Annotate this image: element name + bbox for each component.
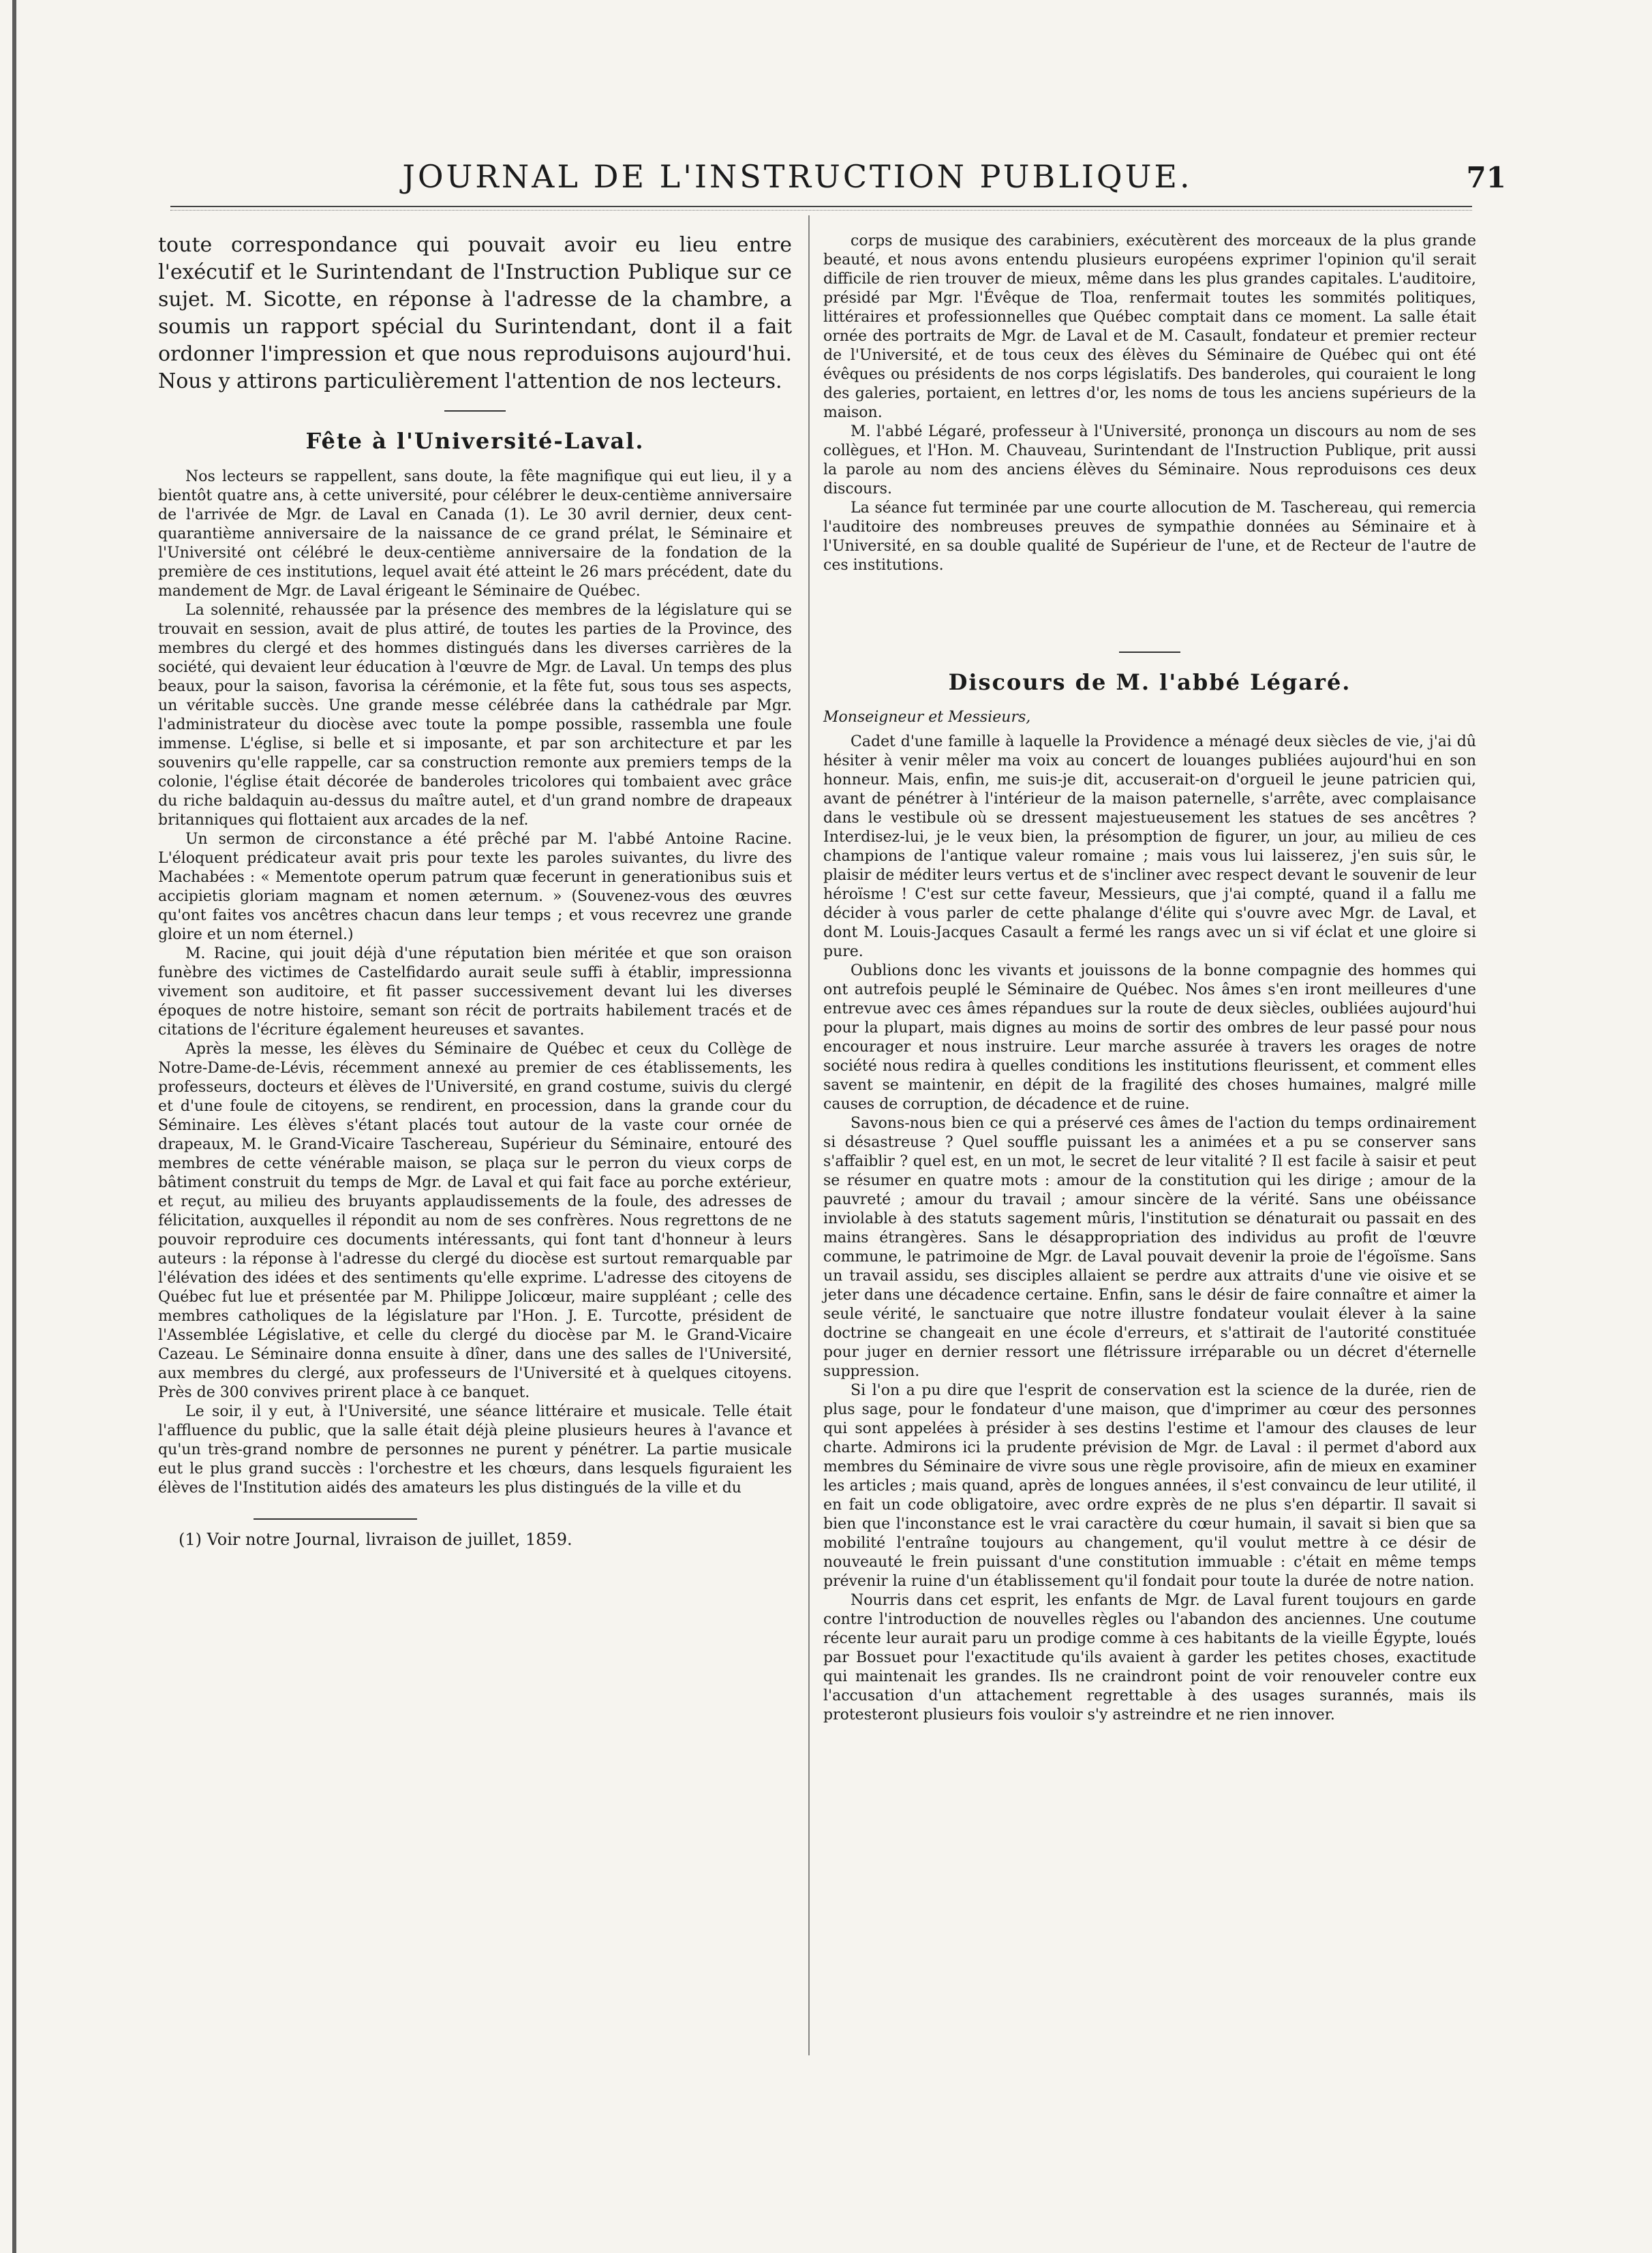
section-rule bbox=[444, 410, 506, 412]
header-rule bbox=[170, 206, 1472, 211]
paragraph: Si l'on a pu dire que l'esprit de conservation est la science de la durée, rien de plus sage, pour le fondateur d'une maison, que d'imprimer au cœur des personnes qui sont appelées à présider à ses destins l'estime et l'amour des clauses de leur charte. Admirons ici la prudente prévision de Mgr. de Laval : il permet d'abord aux membres du Séminaire de vivre sous une règle provisoire, afin de mieux en examiner les articles ; mais quand, après de longues années, il s'est convaincu de leur utilité, il en fait un code obligatoire, avec ordre exprès de ne plus s'en départir. Il savait si bien que l'inconstance est le vrai caractère du cœur humain, il savait si bien que sa mobilité l'entraîne toujours au changement, qu'il voulut mettre à ce désir de nouveauté le frein puissant d'une constitution immuable : c'était en même temps prévenir la ruine d'un établissement qu'il fondait pour toute la durée de notre nation. bbox=[823, 1382, 1476, 1590]
column-divider bbox=[808, 215, 810, 2055]
paragraph: La solennité, rehaussée par la présence des membres de la législature qui se trouvait en session, avait de plus attiré, de toutes les parties de la Province, des membres du clergé et des hommes distingués dans les diverses carrières de la société, qui devaient leur éducation à l'œuvre de Mgr. de Laval. Un temps des plus beaux, pour la saison, favorisa la cérémonie, et la fête fut, sous tous ses aspects, un véritable succès. Une grande messe célébrée dans la cathédrale par Mgr. l'administrateur du diocèse avec toute la pompe possible, rassembla une foule immense. L'église, si belle et si imposante, et par son architecture et par les souvenirs qu'elle rappelle, car sa construction remonte aux premiers temps de la colonie, l'église était décorée de banderoles tricolores qui tombaient avec grâce du riche baldaquin au-dessus du maître autel, et d'un grand nombre de drapeaux britanniques qui flottaient aux arcades de la nef. bbox=[158, 602, 792, 829]
fete-article-continued bbox=[823, 232, 1476, 575]
paragraph: Oublions donc les vivants et jouissons de la bonne compagnie des hommes qui ont autrefois peuplé le Séminaire de Québec. Nos âmes s'en iront meilleures d'une entrevue avec ces âmes répandues sur la route de deux siècles, oubliées aujourd'hui pour la plupart, mais dignes au moins de sortir des ombres de leur passé pour nous encourager et nous instruire. Leur marche assurée à travers les orages de notre société nous redira à quelles conditions les institutions fleurissent, et comment elles savent se maintenir, en dépit de la fragilité des choses humaines, malgré mille causes de corruption, de décadence et de ruine. bbox=[823, 962, 1476, 1113]
paragraph: Nourris dans cet esprit, les enfants de Mgr. de Laval furent toujours en garde contre l'introduction de nouvelles règles ou l'abandon des anciennes. Une coutume récente leur aurait paru un prodige comme à ces habitants de la vieille Égypte, loués par Bossuet pour l'exactitude qu'ils avaient à garder les petites choses, exactitude qui maintenait les grandes. Ils ne craindront point de voir renouveler contre eux l'accusation d'un attachement regrettable à des usages surannés, mais ils protesteront plusieurs fois vouloir s'y astreindre et ne rien innover. bbox=[823, 1592, 1476, 1723]
section-rule bbox=[1119, 652, 1180, 653]
paragraph: La séance fut terminée par une courte allocution de M. Taschereau, qui remercia l'auditoire des nombreuses preuves de sympathie données au Séminaire et à l'Université, en sa double qualité de Supérieur de l'une, et de Recteur de l'autre de ces institutions. bbox=[823, 500, 1476, 574]
right-column bbox=[823, 232, 1476, 2072]
paragraph: Le soir, il y eut, à l'Université, une séance littéraire et musicale. Telle était l'affluence du public, que la salle était déjà pleine plusieurs heures à l'avance et qu'un très-grand nombre de personnes ne purent y pénétrer. La partie musicale eut le plus grand succès : l'orchestre et les chœurs, dans lesquels figuraient les élèves de l'Institution aidés des amateurs les plus distingués de la ville et du bbox=[158, 1403, 792, 1497]
journal-title: JOURNAL DE L'INSTRUCTION PUBLIQUE. bbox=[402, 158, 1193, 195]
salutation: Monseigneur et Messieurs, bbox=[823, 709, 1031, 726]
page-number: 71 bbox=[1466, 161, 1506, 194]
intro-block bbox=[158, 232, 792, 395]
footnote: (1) Voir notre Journal, livraison de juillet, 1859. bbox=[179, 1530, 572, 1549]
footnote-rule bbox=[254, 1518, 417, 1520]
paragraph: corps de musique des carabiniers, exécutèrent des morceaux de la plus grande beauté, et nous avons entendu plusieurs européens exprimer l'opinion qu'il serait difficile de rien trouver de mieux, même dans les plus grandes capitales. L'auditoire, présidé par Mgr. l'Évêque de Tloa, renfermait toutes les sommités politiques, littéraires et professionnelles que Québec comptait dans ce moment. La salle était ornée des portraits de Mgr. de Laval et de M. Casault, fondateur et premier recteur de l'Université, et de tous ceux des élèves du Séminaire de Québec qui ont été évêques ou présidents de nos corps législatifs. Des banderoles, qui couraient le long des galeries, portaient, en lettres d'or, les noms de tous les anciens supérieurs de la maison. bbox=[823, 232, 1476, 421]
binding-edge bbox=[12, 0, 16, 2253]
paragraph: Après la messe, les élèves du Séminaire de Québec et ceux du Collège de Notre-Dame-de-Lévis, récemment annexé au premier de ces établissements, les professeurs, docteurs et élèves de l'Université, en grand costume, suivis du clergé et d'une foule de citoyens, se rendirent, en procession, dans la grande cour du Séminaire. Les élèves s'étant placés tout autour de la vaste cour ornée de drapeaux, M. le Grand-Vicaire Taschereau, Supérieur du Séminaire, entouré des membres de cette vénérable maison, se plaça sur le perron du vieux corps de bâtiment construit du temps de Mgr. de Laval et qui fait face au porche extérieur, et reçut, au milieu des bruyants applaudissements de la foule, des adresses de félicitation, auxquelles il répondit au nom de ses confrères. Nous regrettons de ne pouvoir reproduire ces documents intéressants, qui font tant d'honneur à leurs auteurs : la réponse à l'adresse du clergé du diocèse est surtout remarquable par l'élévation des idées et des sentiments qu'elle exprime. L'adresse des citoyens de Québec fut lue et présentée par M. Philippe Jolicœur, maire suppléant ; celle des membres catholiques de la législature par l'Hon. J. E. Turcotte, président de l'Assemblée Législative, et celle du clergé du diocèse par M. le Grand-Vicaire Cazeau. Le Séminaire donna ensuite à dîner, dans une des salles de l'Université, aux membres du clergé, aux professeurs de l'Université et à quelques citoyens. Près de 300 convives prirent place à ce banquet. bbox=[158, 1041, 792, 1401]
page-header bbox=[143, 151, 1506, 206]
section-title-fete: Fête à l'Université-Laval. bbox=[305, 428, 645, 454]
intro-paragraph: toute correspondance qui pouvait avoir eu lieu entre l'exécutif et le Surintendant de l'Instruction Publique sur ce sujet. M. Sicotte, en réponse à l'adresse de la chambre, a soumis un rapport spécial du Surintendant, dont il a fait ordonner l'impression et que nous reproduisons aujourd'hui. Nous y attirons particulièrement l'attention de nos lecteurs. bbox=[158, 233, 792, 393]
paragraph: Savons-nous bien ce qui a préservé ces âmes de l'action du temps ordinairement si désastreuse ? Quel souffle puissant les a animées et a pu se conserver sans s'affaiblir ? quel est, en un mot, le secret de leur vitalité ? Il est facile à saisir et peut se résumer en quatre mots : amour de la constitution qui les dirige ; amour de la pauvreté ; amour du travail ; amour sincère de la vérité. Sans une obéissance inviolable à des statuts sagement mûris, l'institution se dénaturait ou passait en des mains étrangères. Sans le désappropriation des individus au profit de l'œuvre commune, le patrimoine de Mgr. de Laval pouvait devenir la proie de l'égoïsme. Sans un travail assidu, ses disciples allaient se perdre aux attraits d'une vie oisive et se jeter dans une décadence certaine. Enfin, sans le désir de faire connaître et aimer la seule vérité, le sanctuaire que notre illustre fondateur voulait élever à la saine doctrine se changeait en une école d'erreurs, et s'attirait de l'autorité constituée pour juger en dernier ressort une flétrissure irréparable ou un décret d'éternelle suppression. bbox=[823, 1115, 1476, 1380]
paragraph: M. Racine, qui jouit déjà d'une réputation bien méritée et que son oraison funèbre des victimes de Castelfidardo aurait seule suffi à établir, impressionna vivement son auditoire, et fit passer successivement devant lui les diverses époques de notre histoire, semant son récit de portraits habilement tracés et de citations de l'écriture également heureuses et savantes. bbox=[158, 945, 792, 1039]
paragraph: Cadet d'une famille à laquelle la Providence a ménagé deux siècles de vie, j'ai dû hésiter à venir mêler ma voix au concert de louanges publiées aujourd'hui en son honneur. Mais, enfin, me suis-je dit, accuserait-on d'orgueil le jeune patricien qui, avant de pénétrer à l'intérieur de la maison paternelle, s'arrête, avec complaisance dans le vestibule où se dressent majestueusement les statues de ses ancêtres ? Interdisez-lui, je le veux bien, la présomption de figurer, un jour, au milieu de ces champions de l'antique valeur romaine ; mais vous lui laisserez, j'en suis sûr, le plaisir de méditer leurs vertus et de s'incliner avec respect devant le souvenir de leur héroïsme ! C'est sur cette faveur, Messieurs, que j'ai compté, quand il a fallu me décider à vous parler de cette phalange d'élite qui s'ouvre avec Mgr. de Laval, et dont M. Louis-Jacques Casault a fermé les rangs avec un si vif éclat et une gloire si pure. bbox=[823, 733, 1476, 960]
paragraph: Un sermon de circonstance a été prêché par M. l'abbé Antoine Racine. L'éloquent prédicateur avait pris pour texte les paroles suivantes, du livre des Machabées : « Mementote operum patrum quæ fecerunt in generationibus suis et accipietis gloriam magnam et nomen æternum. » (Souvenez-vous des œuvres qu'ont faites vos ancêtres chacun dans leur temps ; et vous recevrez une grande gloire et un nom éternel.) bbox=[158, 831, 792, 943]
paragraph: Nos lecteurs se rappellent, sans doute, la fête magnifique qui eut lieu, il y a bientôt quatre ans, à cette université, pour célébrer le deux-centième anniversaire de l'arrivée de Mgr. de Laval en Canada (1). Le 30 avril dernier, deux cent-quarantième anniversaire de la naissance de ce grand prélat, le Séminaire et l'Université ont célébré le deux-centième anniversaire de la fondation de la première de ces institutions, lequel avait été atteint le 26 mars précédent, date du mandement de Mgr. de Laval érigeant le Séminaire de Québec. bbox=[158, 468, 792, 600]
discours-article bbox=[823, 733, 1476, 1725]
fete-article bbox=[158, 468, 792, 1498]
paragraph: M. l'abbé Légaré, professeur à l'Université, prononça un discours au nom de ses collègues, et l'Hon. M. Chauveau, Surintendant de l'Instruction Publique, prit aussi la parole au nom des anciens élèves du Séminaire. Nous reproduisons ces deux discours. bbox=[823, 423, 1476, 497]
left-column bbox=[158, 232, 792, 2044]
spacer bbox=[823, 575, 1476, 637]
section-title-discours: Discours de M. l'abbé Légaré. bbox=[948, 669, 1351, 695]
